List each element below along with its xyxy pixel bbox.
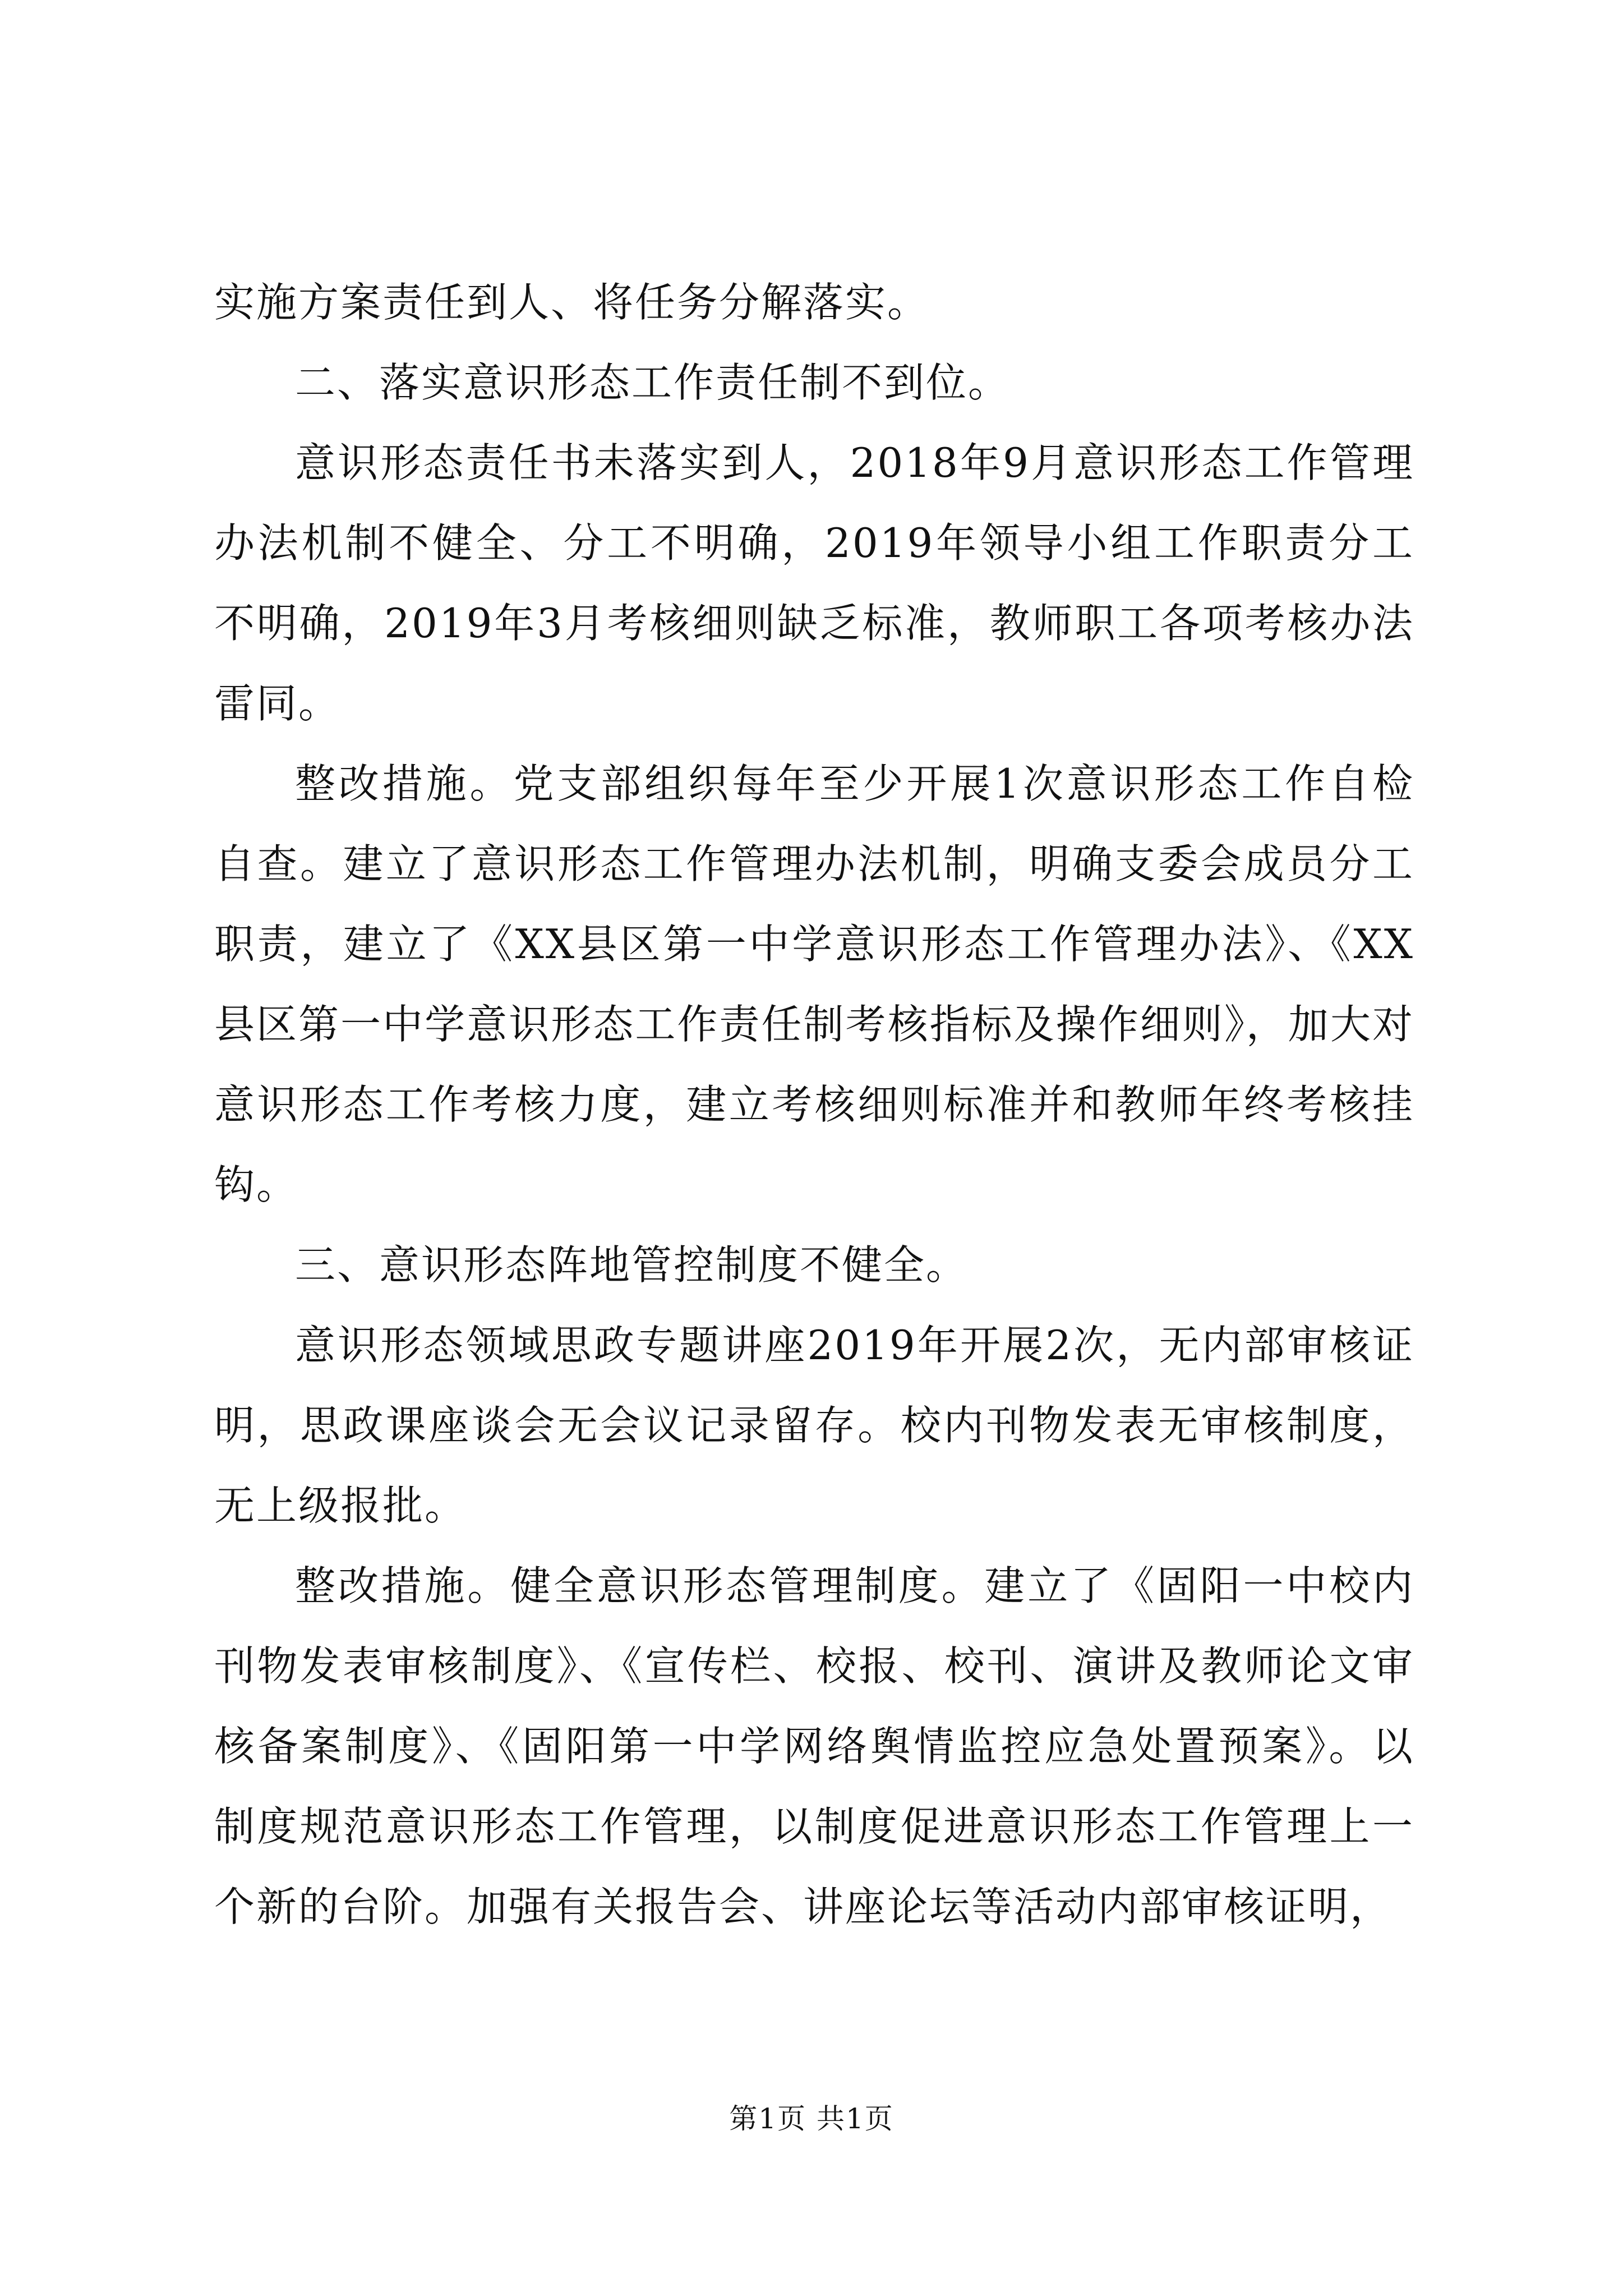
page-footer: 第1页 共1页 xyxy=(729,2102,894,2135)
paragraph-continuation: 实施方案责任到人、将任务分解落实。 xyxy=(214,279,930,326)
document-body xyxy=(214,263,1414,1947)
section-heading-3: 三、意识形态阵地管控制度不健全。 xyxy=(295,1241,969,1289)
paragraph-problem-3: 意识形态领域思政专题讲座2019年开展2次，无内部审核证明，思政课座谈会无会议记录留存。校内刊物发表无审核制度，无上级报批。 xyxy=(214,1322,1414,1529)
paragraph-problem-2: 意识形态责任书未落实到人，2018年9月意识形态工作管理办法机制不健全、分工不明确，2019年领导小组工作职责分工不明确，2019年3月考核细则缺乏标准，教师职工各项考核办法雷同。 xyxy=(214,439,1414,727)
section-heading-2: 二、落实意识形态工作责任制不到位。 xyxy=(295,359,1011,406)
paragraph-measures-3: 整改措施。健全意识形态管理制度。建立了《固阳一中校内刊物发表审核制度》、《宣传栏、校报、校刊、演讲及教师论文审核备案制度》、《固阳第一中学网络舆情监控应急处置预案》。以制度规范意识形态工作管理，以制度促进意识形态工作管理上一个新的台阶。加强有关报告会、讲座论坛等活动内部审核证明， xyxy=(214,1562,1414,1930)
paragraph-measures-2: 整改措施。党支部组织每年至少开展1次意识形态工作自检自查。建立了意识形态工作管理办法机制，明确支委会成员分工职责，建立了《XX县区第一中学意识形态工作管理办法》、《XX县区第一中学意识形态工作责任制考核指标及操作细则》，加大对意识形态工作考核力度，建立考核细则标准并和教师年终考核挂钩。 xyxy=(214,760,1414,1208)
